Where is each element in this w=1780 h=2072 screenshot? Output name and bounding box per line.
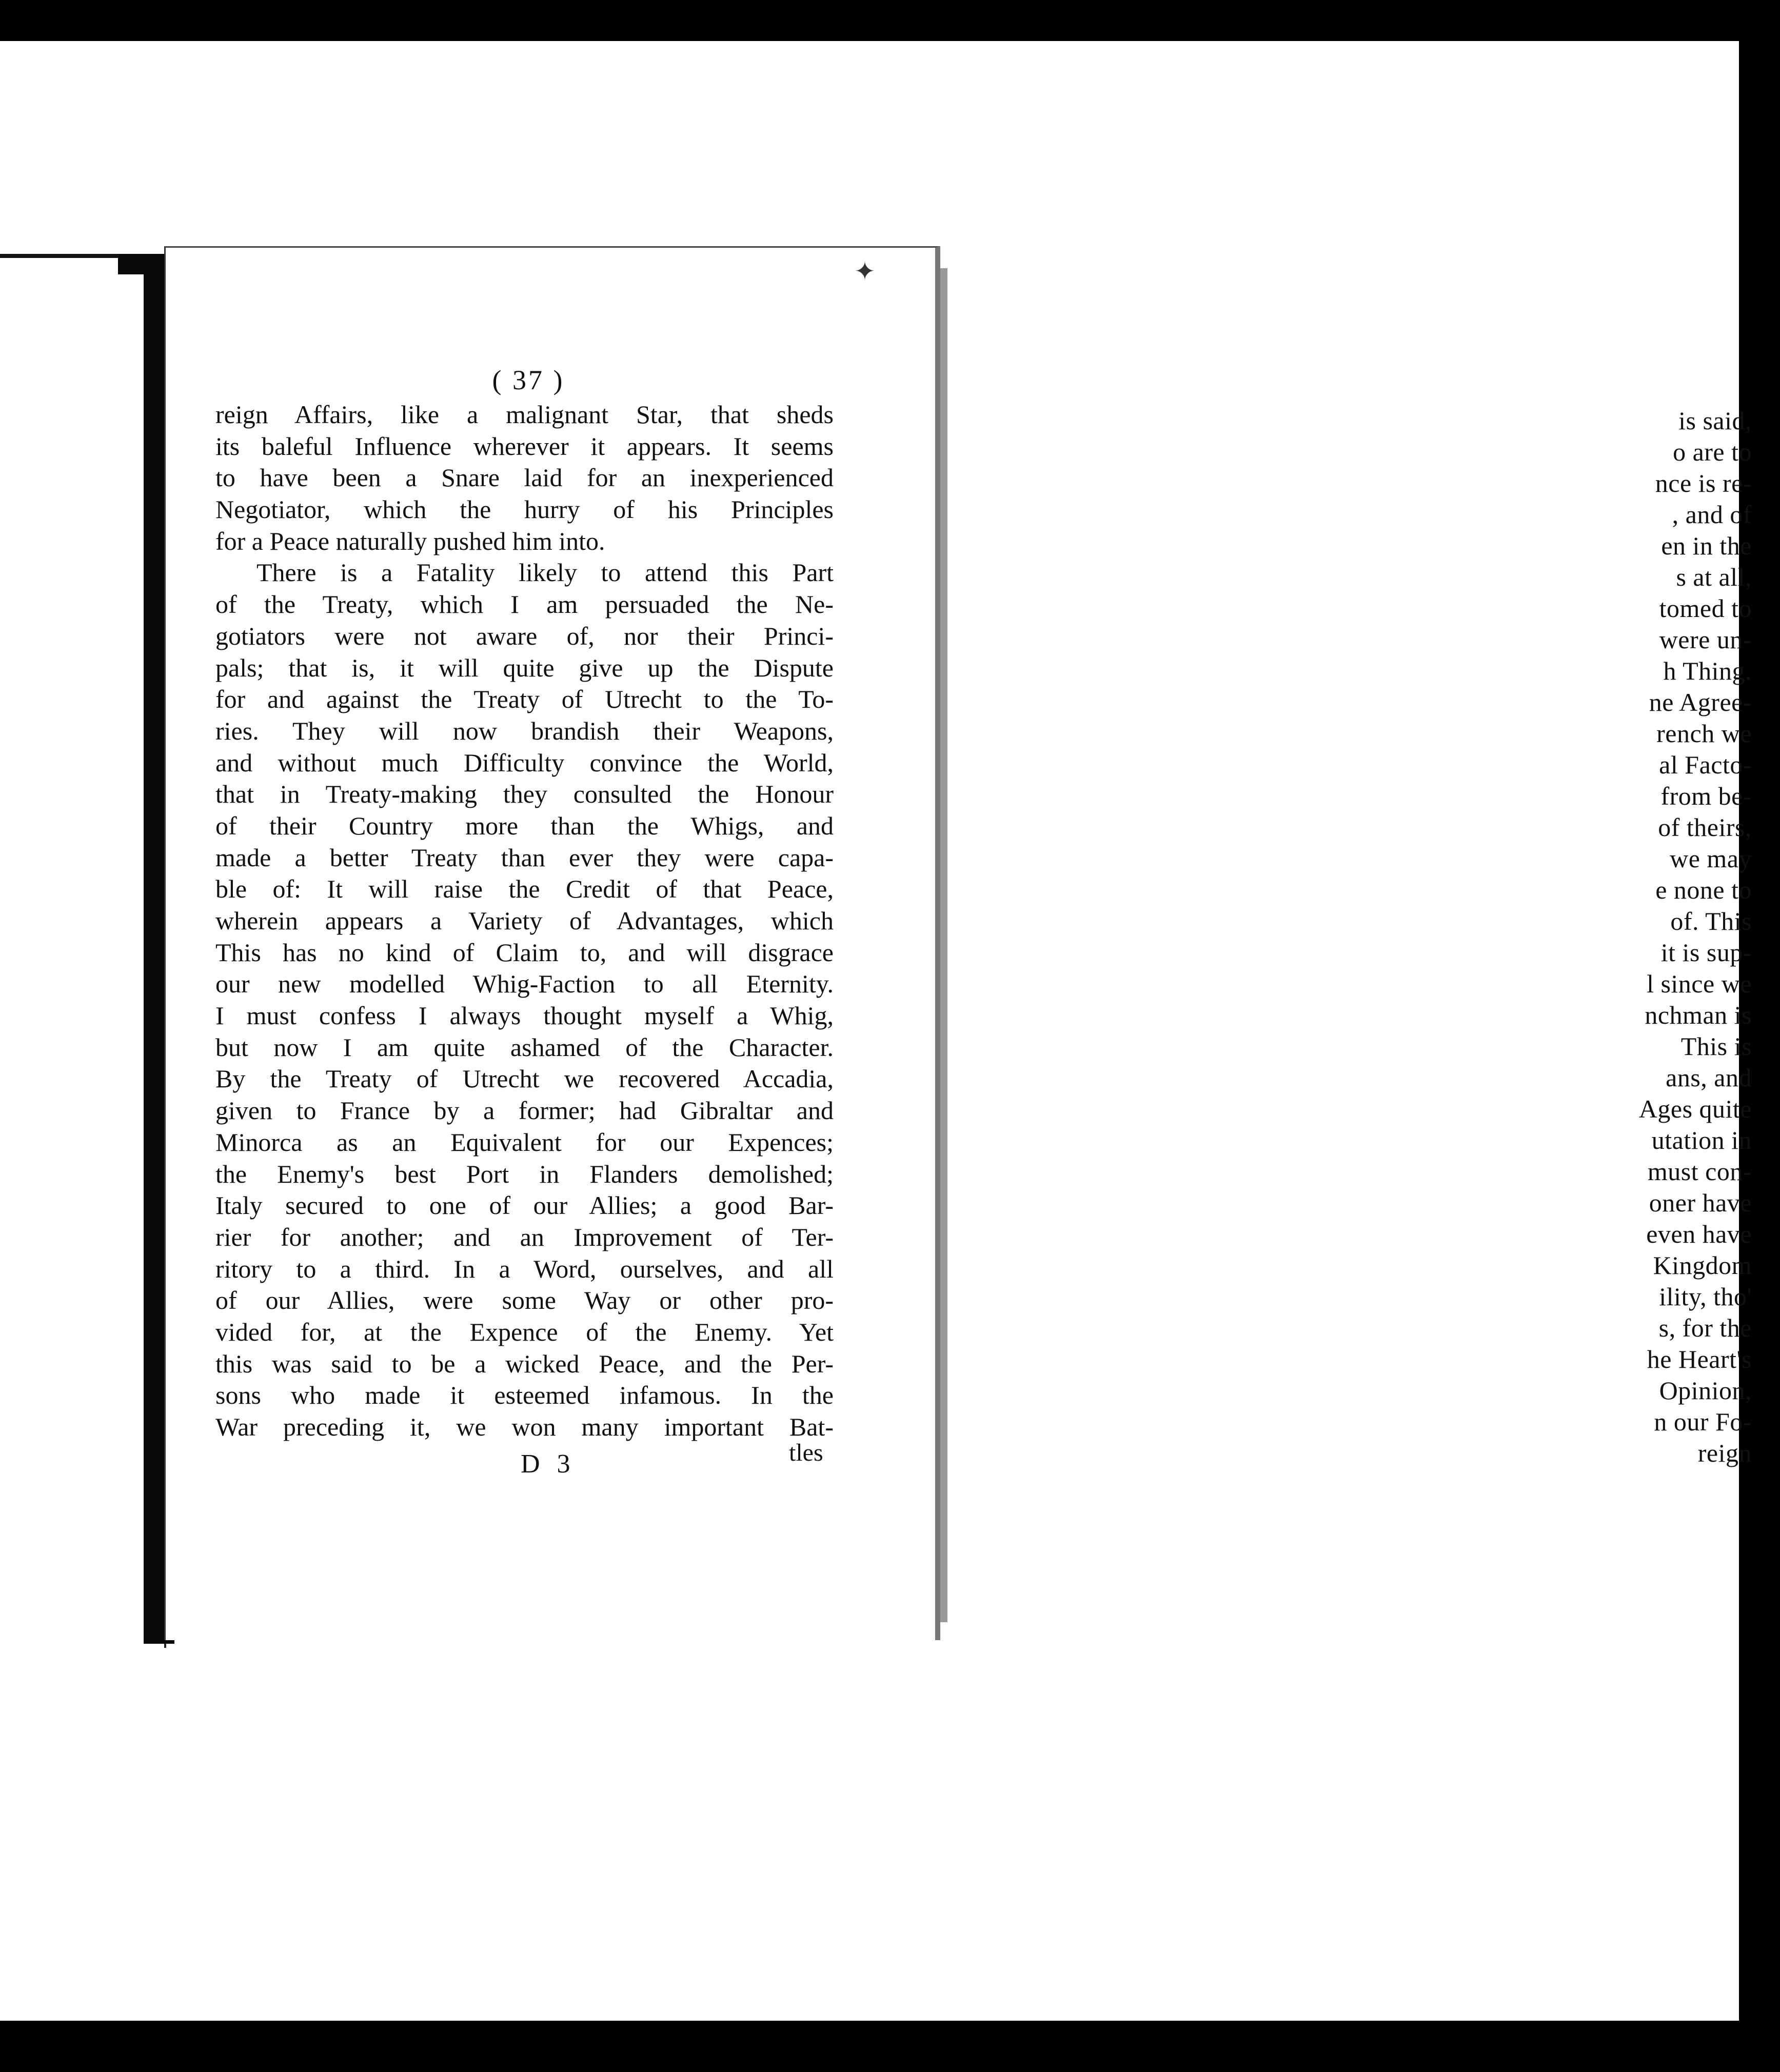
text-line: for and against the Treaty of Utrecht to the To- <box>215 685 834 714</box>
left-line: nce is re- <box>1655 469 1752 497</box>
text-line: this was said to be a wicked Peace, and the Per- <box>215 1349 834 1378</box>
text-line: to have been a Snare laid for an inexperienced <box>215 463 834 492</box>
text-line: vided for, at the Expence of the Enemy. Yet <box>215 1317 834 1346</box>
left-line: al Facto- <box>1659 750 1752 779</box>
left-line: it is sup- <box>1660 938 1752 967</box>
left-line: nchman is <box>1645 1001 1752 1029</box>
page-corner-mark-icon: ✦ <box>854 257 876 286</box>
left-page-text <box>1618 405 1752 1469</box>
left-line: s, for the <box>1658 1313 1752 1342</box>
left-page <box>0 254 166 1648</box>
text-line: By the Treaty of Utrecht we recovered Accadia, <box>215 1064 834 1093</box>
text-line: ble of: It will raise the Credit of that Peace, <box>215 874 834 904</box>
text-line: rier for another; and an Improvement of Ter- <box>215 1222 834 1251</box>
text-line: gotiators were not aware of, nor their Princi- <box>215 621 834 650</box>
left-line: ans, and <box>1666 1063 1752 1092</box>
left-line: from be- <box>1660 782 1752 810</box>
left-line: reign <box>1697 1439 1752 1467</box>
text-line: and without much Difficulty convince the World, <box>215 748 834 777</box>
left-line: even have <box>1646 1220 1752 1248</box>
text-line: War preceding it, we won many important Bat- <box>215 1412 834 1441</box>
left-line: he Heart's <box>1647 1345 1752 1373</box>
text-line: made a better Treaty than ever they were capa- <box>215 843 834 872</box>
left-line: n our Fo- <box>1654 1407 1752 1436</box>
text-line: sons who made it esteemed infamous. In the <box>215 1381 834 1410</box>
left-line: were un- <box>1659 625 1752 654</box>
left-line: oner have <box>1649 1188 1752 1217</box>
left-line: we may <box>1670 844 1752 873</box>
left-line: rench we <box>1656 719 1752 748</box>
right-page-text <box>215 399 834 1443</box>
scan-border-top <box>0 0 1780 41</box>
left-line: Kingdom <box>1653 1251 1752 1280</box>
left-line: s at all, <box>1676 563 1752 591</box>
left-line: utation in <box>1651 1126 1752 1154</box>
text-line: ritory to a third. In a Word, ourselves, and all <box>215 1254 834 1283</box>
left-line: l since we <box>1647 969 1752 998</box>
left-line: tomed to <box>1659 594 1752 623</box>
text-line: wherein appears a Variety of Advantages, which <box>215 906 834 935</box>
text-line: of the Treaty, which I am persuaded the Ne- <box>215 590 834 619</box>
text-line: given to France by a former; had Gibraltar and <box>215 1096 834 1125</box>
text-line: ries. They will now brandish their Weapons, <box>215 716 834 745</box>
left-line: ne Agree- <box>1649 688 1752 716</box>
signature-mark: D 3 <box>521 1449 576 1479</box>
text-line: of our Allies, were some Way or other pro- <box>215 1286 834 1315</box>
text-line: Negotiator, which the hurry of his Principles <box>215 495 834 524</box>
text-line: pals; that is, it will quite give up the Dispute <box>215 653 834 682</box>
text-line: Minorca as an Equivalent for our Expences; <box>215 1127 834 1157</box>
left-line: h Thing. <box>1663 656 1752 685</box>
text-line: I must confess I always thought myself a Whig, <box>215 1001 834 1030</box>
left-line: o are to <box>1673 437 1752 466</box>
text-line: There is a Fatality likely to attend this Part <box>256 558 834 587</box>
scan-border-bottom <box>0 2021 1780 2072</box>
text-line: the Enemy's best Port in Flanders demolished; <box>215 1159 834 1188</box>
page-number: ( 37 ) <box>492 365 565 395</box>
text-line: for a Peace naturally pushed him into. <box>215 526 605 555</box>
left-line: This is <box>1680 1032 1752 1061</box>
left-line: e none to <box>1655 875 1752 904</box>
left-line: of theirs, <box>1658 813 1752 842</box>
text-line: This has no kind of Claim to, and will disgrace <box>215 938 834 967</box>
left-line: Opinion, <box>1659 1376 1752 1405</box>
left-line: must con- <box>1647 1157 1752 1186</box>
left-line: is said, <box>1678 406 1752 435</box>
left-line: en in the <box>1661 531 1752 560</box>
text-line: that in Treaty-making they consulted the Honour <box>215 780 834 809</box>
text-line: our new modelled Whig-Faction to all Eternity. <box>215 969 834 999</box>
left-line: of. This <box>1670 907 1752 935</box>
left-line: , and of <box>1672 500 1752 529</box>
text-line: its baleful Influence wherever it appears. It seems <box>215 431 834 461</box>
text-line: of their Country more than the Whigs, and <box>215 811 834 840</box>
text-line: Italy secured to one of our Allies; a good Bar- <box>215 1191 834 1220</box>
text-line: reign Affairs, like a malignant Star, that sheds <box>215 400 834 429</box>
catchword: tles <box>789 1439 823 1466</box>
left-line: Ages quite <box>1638 1094 1752 1123</box>
left-line: ility, tho' <box>1659 1282 1752 1311</box>
text-line: but now I am quite ashamed of the Character. <box>215 1032 834 1062</box>
